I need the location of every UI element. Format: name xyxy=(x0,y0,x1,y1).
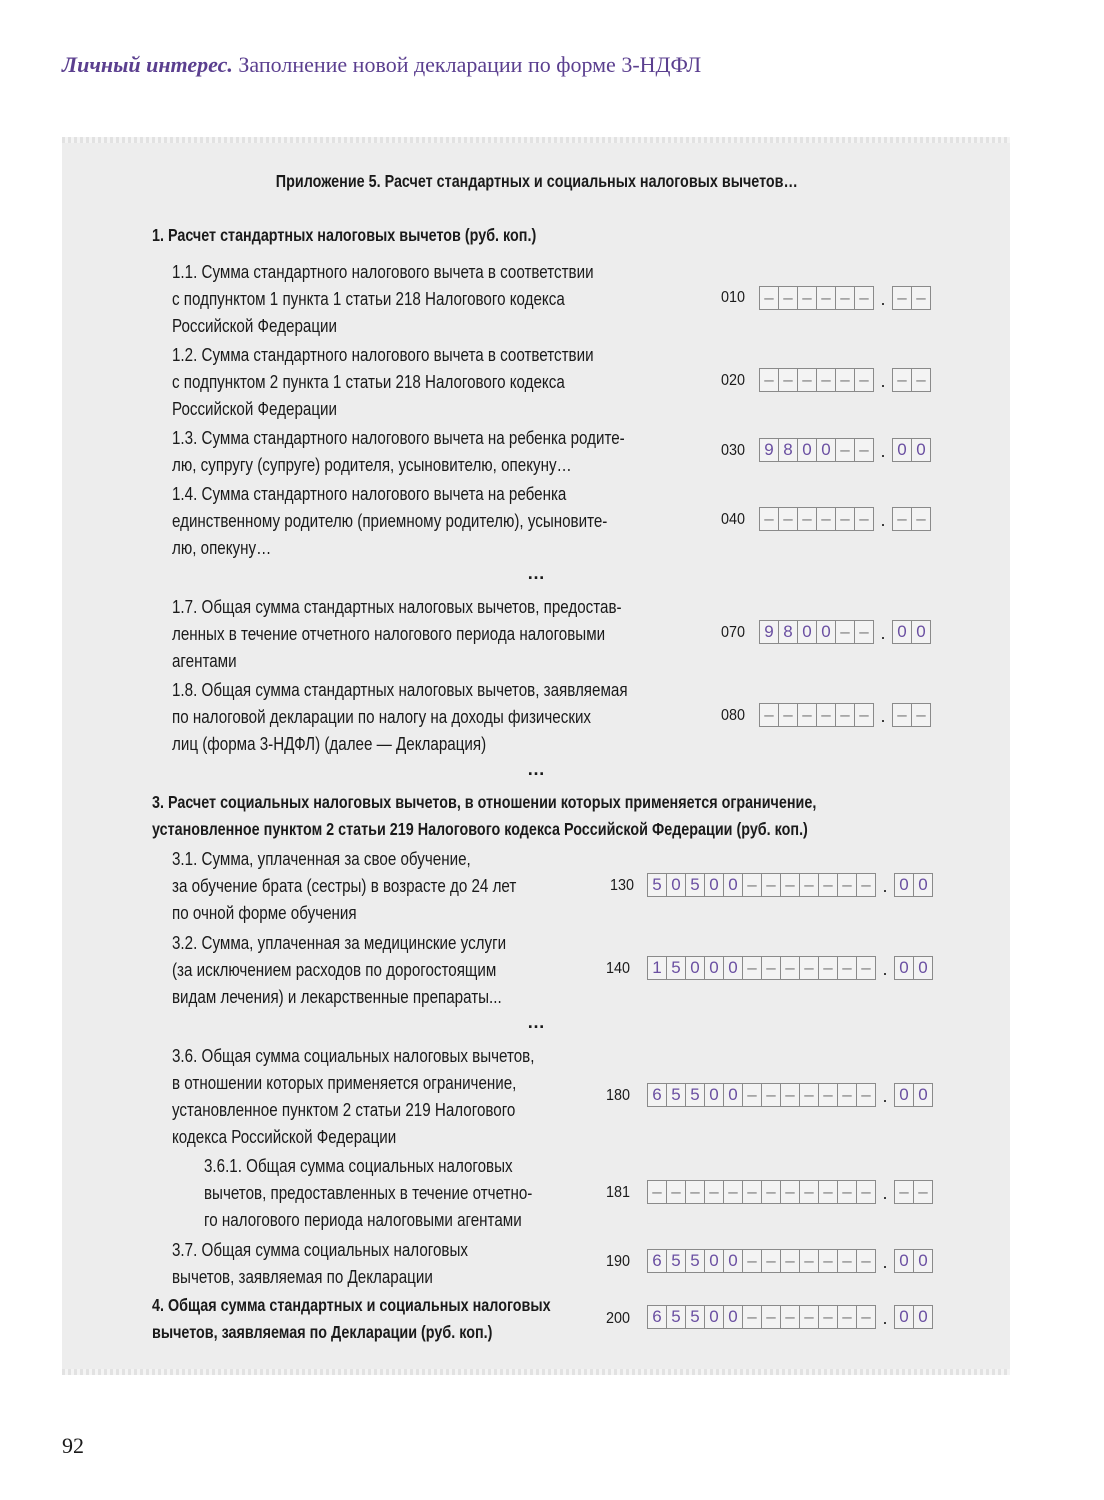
row-200-label xyxy=(152,1292,551,1346)
row-180-line-2: в отношении которых применяется ограничение, xyxy=(172,1072,517,1093)
row-180-rub-cell: – xyxy=(861,1085,871,1104)
row-190-rub-cell: 0 xyxy=(724,1250,743,1272)
row-130-kop-cell: 0 xyxy=(895,874,914,896)
row-070-kop-cell: 0 xyxy=(893,621,912,643)
row-080-kop-cell: – xyxy=(893,704,912,726)
row-040-kop-cell: – xyxy=(916,509,926,528)
row-080-line-3: лиц (форма 3-НДФЛ) (далее — Декларация) xyxy=(172,733,487,754)
row-080-line-2: по налоговой декларации по налогу на доходы физических xyxy=(172,706,592,727)
row-180-rub-cell: – xyxy=(800,1084,819,1106)
row-040-rub-cell: – xyxy=(760,508,779,530)
row-130-rub-cell: – xyxy=(743,874,762,896)
row-190-rub-cell: – xyxy=(819,1250,838,1272)
row-080-rub-cell: – xyxy=(798,704,817,726)
row-020-rub-cell: – xyxy=(836,369,855,391)
row-180-amount-field[interactable] xyxy=(647,1083,933,1107)
row-070-kop-cells xyxy=(892,620,931,644)
row-181-amount-field[interactable] xyxy=(647,1180,933,1204)
row-080-code: 080 xyxy=(721,707,746,724)
row-181-code: 181 xyxy=(606,1184,631,1201)
row-200-kop-cells xyxy=(894,1305,933,1329)
row-070-kop-cell: 0 xyxy=(916,622,926,641)
row-200-rub-cell: – xyxy=(861,1307,871,1326)
row-030-rub-cell: – xyxy=(859,440,869,459)
row-140-line-2: (за исключением расходов по дорогостоящим xyxy=(172,959,497,980)
row-181-rub-cell: – xyxy=(667,1181,686,1203)
row-020-rub-cell: – xyxy=(779,369,798,391)
row-190-rub-cells xyxy=(647,1249,876,1273)
row-181-rub-cell: – xyxy=(781,1181,800,1203)
row-180-rub-cell: 0 xyxy=(724,1084,743,1106)
row-080-rub-cell: – xyxy=(817,704,836,726)
row-180-kop-cell: 0 xyxy=(895,1084,914,1106)
row-070-line-3: агентами xyxy=(172,650,237,671)
ellipsis-1: … xyxy=(527,563,546,583)
row-140-rub-cell: – xyxy=(800,957,819,979)
row-070-rub-cell: 8 xyxy=(779,621,798,643)
row-181-kop-cell: – xyxy=(918,1182,928,1201)
row-190-rub-cell: 0 xyxy=(705,1250,724,1272)
row-130-rub-cell: 5 xyxy=(686,874,705,896)
row-010-decimal-separator: . xyxy=(880,289,886,309)
row-030-label xyxy=(172,424,625,478)
row-140-rub-cells xyxy=(647,956,876,980)
row-190-amount-field[interactable] xyxy=(647,1249,933,1273)
row-190-rub-cell: – xyxy=(743,1250,762,1272)
row-040-line-2: единственному родителю (приемному родителю), усыновите- xyxy=(172,510,608,531)
row-181-rub-cell: – xyxy=(743,1181,762,1203)
row-020-decimal-separator: . xyxy=(880,371,886,391)
row-020-rub-cells xyxy=(759,368,874,392)
row-181-line-3: го налогового периода налоговыми агентами xyxy=(204,1209,522,1230)
row-200-decimal-separator: . xyxy=(882,1308,888,1328)
row-030-decimal-separator: . xyxy=(880,441,886,461)
row-130-rub-cells xyxy=(647,873,876,897)
row-130-rub-cell: – xyxy=(781,874,800,896)
row-180-rub-cell: 0 xyxy=(705,1084,724,1106)
row-040-rub-cell: – xyxy=(798,508,817,530)
row-200-rub-cell: – xyxy=(838,1306,857,1328)
row-200-amount-field[interactable] xyxy=(647,1305,933,1329)
row-200-rub-cell: – xyxy=(743,1306,762,1328)
row-181-rub-cell: – xyxy=(686,1181,705,1203)
ellipsis-3: … xyxy=(527,1012,546,1032)
row-190-rub-cell: – xyxy=(762,1250,781,1272)
header-subtitle: Заполнение новой декларации по форме 3-НДФЛ xyxy=(238,52,702,77)
row-130-rub-cell: – xyxy=(819,874,838,896)
row-181-rub-cell: – xyxy=(705,1181,724,1203)
row-140-code: 140 xyxy=(606,960,631,977)
row-020-rub-cell: – xyxy=(760,369,779,391)
row-130-decimal-separator: . xyxy=(882,876,888,896)
row-190-label xyxy=(172,1236,468,1290)
row-010-label xyxy=(172,258,594,339)
row-130-line-1: 3.1. Сумма, уплаченная за свое обучение, xyxy=(172,848,471,869)
row-130-kop-cell: 0 xyxy=(918,875,928,894)
row-190-kop-cells xyxy=(894,1249,933,1273)
section-1-title: 1. Расчет стандартных налоговых вычетов (руб. коп.) xyxy=(152,225,537,245)
row-040-label xyxy=(172,480,607,561)
row-181-kop-cells xyxy=(894,1180,933,1204)
row-130-rub-cell: 0 xyxy=(667,874,686,896)
row-200-rub-cell: 5 xyxy=(667,1306,686,1328)
row-040-kop-cell: – xyxy=(893,508,912,530)
row-190-kop-cell: 0 xyxy=(895,1250,914,1272)
row-140-rub-cell: – xyxy=(743,957,762,979)
row-200-rub-cell: – xyxy=(781,1306,800,1328)
row-040-line-1: 1.4. Сумма стандартного налогового вычета на ребенка xyxy=(172,483,567,504)
row-181-rub-cell: – xyxy=(819,1181,838,1203)
row-200-rub-cell: 0 xyxy=(705,1306,724,1328)
row-070-label xyxy=(172,593,622,674)
row-180-kop-cell: 0 xyxy=(918,1085,928,1104)
row-040-kop-cells xyxy=(892,507,931,531)
row-181-rub-cell: – xyxy=(861,1182,871,1201)
row-140-line-1: 3.2. Сумма, уплаченная за медицинские услуги xyxy=(172,932,507,953)
row-181-rub-cell: – xyxy=(762,1181,781,1203)
row-181-rub-cell: – xyxy=(800,1181,819,1203)
row-180-decimal-separator: . xyxy=(882,1086,888,1106)
row-040-line-3: лю, опекуну… xyxy=(172,537,272,558)
row-200-kop-cell: 0 xyxy=(895,1306,914,1328)
row-140-label xyxy=(172,929,506,1010)
row-190-kop-cell: 0 xyxy=(918,1251,928,1270)
row-190-rub-cell: 5 xyxy=(686,1250,705,1272)
row-200-rub-cell: 6 xyxy=(648,1306,667,1328)
row-140-kop-cell: 0 xyxy=(895,957,914,979)
row-140-amount-field[interactable] xyxy=(647,956,933,980)
row-190-decimal-separator: . xyxy=(882,1252,888,1272)
page-number: 92 xyxy=(62,1433,84,1458)
row-040-rub-cell: – xyxy=(836,508,855,530)
row-181-rub-cell: – xyxy=(648,1181,667,1203)
row-070-rub-cell: – xyxy=(859,622,869,641)
row-200-line-2: вычетов, заявляемая по Декларации (руб. коп.) xyxy=(152,1322,493,1342)
row-200-line-1: 4. Общая сумма стандартных и социальных налоговых xyxy=(152,1295,551,1315)
row-140-rub-cell: 0 xyxy=(686,957,705,979)
row-181-rub-cell: – xyxy=(724,1181,743,1203)
row-181-rub-cell: – xyxy=(838,1181,857,1203)
row-140-rub-cell: – xyxy=(838,957,857,979)
row-180-rub-cells xyxy=(647,1083,876,1107)
row-010-code: 010 xyxy=(721,289,746,306)
row-180-rub-cell: – xyxy=(781,1084,800,1106)
row-140-decimal-separator: . xyxy=(882,959,888,979)
row-070-amount-field[interactable] xyxy=(759,620,931,644)
row-140-rub-cell: – xyxy=(819,957,838,979)
row-180-line-1: 3.6. Общая сумма социальных налоговых вычетов, xyxy=(172,1045,535,1066)
row-010-rub-cell: – xyxy=(798,287,817,309)
row-040-decimal-separator: . xyxy=(880,510,886,530)
row-190-code: 190 xyxy=(606,1253,631,1270)
row-010-line-1: 1.1. Сумма стандартного налогового вычета в соответствии xyxy=(172,261,594,282)
row-130-rub-cell: – xyxy=(838,874,857,896)
row-010-rub-cells xyxy=(759,286,874,310)
row-030-line-2: лю, супругу (супруге) родителя, усыновителю, опекуну… xyxy=(172,454,572,475)
row-200-code: 200 xyxy=(606,1310,631,1327)
row-010-line-3: Российской Федерации xyxy=(172,315,337,336)
row-080-kop-cell: – xyxy=(916,705,926,724)
row-010-kop-cell: – xyxy=(916,288,926,307)
row-190-rub-cell: 5 xyxy=(667,1250,686,1272)
row-030-kop-cell: 0 xyxy=(893,439,912,461)
row-140-rub-cell: 0 xyxy=(705,957,724,979)
row-180-line-4: кодекса Российской Федерации xyxy=(172,1126,397,1147)
row-200-rub-cell: – xyxy=(819,1306,838,1328)
form-title: Приложение 5. Расчет стандартных и социальных налоговых вычетов… xyxy=(275,171,798,191)
row-190-rub-cell: – xyxy=(781,1250,800,1272)
row-010-rub-cell: – xyxy=(760,287,779,309)
row-010-rub-cell: – xyxy=(779,287,798,309)
row-040-rub-cell: – xyxy=(779,508,798,530)
row-040-rub-cell: – xyxy=(817,508,836,530)
row-130-amount-field[interactable] xyxy=(647,873,933,897)
row-140-kop-cell: 0 xyxy=(918,958,928,977)
row-140-rub-cell: 0 xyxy=(724,957,743,979)
row-010-kop-cell: – xyxy=(893,287,912,309)
row-180-line-3: установленное пунктом 2 статьи 219 Налогового xyxy=(172,1099,516,1120)
row-080-label xyxy=(172,676,628,757)
row-010-rub-cell: – xyxy=(859,288,869,307)
section-3-title-line-1: 3. Расчет социальных налоговых вычетов, в отношении которых применяется ограничение, xyxy=(152,792,817,812)
row-180-rub-cell: – xyxy=(762,1084,781,1106)
row-190-line-1: 3.7. Общая сумма социальных налоговых xyxy=(172,1239,468,1260)
running-header xyxy=(62,52,701,78)
row-130-kop-cells xyxy=(894,873,933,897)
row-020-amount-field[interactable] xyxy=(759,368,931,392)
row-080-line-1: 1.8. Общая сумма стандартных налоговых вычетов, заявляемая xyxy=(172,679,628,700)
header-bold-title: Личный интерес. xyxy=(62,52,233,77)
row-180-rub-cell: 5 xyxy=(686,1084,705,1106)
row-130-rub-cell: 0 xyxy=(724,874,743,896)
row-010-amount-field[interactable] xyxy=(759,286,931,310)
row-181-rub-cells xyxy=(647,1180,876,1204)
row-070-rub-cells xyxy=(759,620,874,644)
row-010-rub-cell: – xyxy=(817,287,836,309)
row-190-rub-cell: – xyxy=(838,1250,857,1272)
row-030-rub-cell: 8 xyxy=(779,439,798,461)
row-130-line-2: за обучение брата (сестры) в возрасте до 24 лет xyxy=(172,875,517,896)
row-180-rub-cell: – xyxy=(819,1084,838,1106)
row-140-rub-cell: – xyxy=(762,957,781,979)
row-030-rub-cell: – xyxy=(836,439,855,461)
row-181-decimal-separator: . xyxy=(882,1183,888,1203)
row-010-rub-cell: – xyxy=(836,287,855,309)
row-020-kop-cell: – xyxy=(893,369,912,391)
row-070-rub-cell: 9 xyxy=(760,621,779,643)
row-040-rub-cells xyxy=(759,507,874,531)
row-080-rub-cell: – xyxy=(859,705,869,724)
row-020-rub-cell: – xyxy=(859,370,869,389)
row-070-code: 070 xyxy=(721,624,746,641)
row-080-decimal-separator: . xyxy=(880,706,886,726)
row-140-kop-cells xyxy=(894,956,933,980)
row-181-label xyxy=(204,1152,532,1233)
row-080-rub-cell: – xyxy=(836,704,855,726)
row-020-kop-cell: – xyxy=(916,370,926,389)
row-070-rub-cell: – xyxy=(836,621,855,643)
row-130-rub-cell: – xyxy=(762,874,781,896)
row-030-rub-cell: 9 xyxy=(760,439,779,461)
row-130-rub-cell: – xyxy=(800,874,819,896)
row-200-rub-cell: – xyxy=(800,1306,819,1328)
row-020-rub-cell: – xyxy=(798,369,817,391)
ellipsis-2: … xyxy=(527,759,546,779)
row-200-kop-cell: 0 xyxy=(918,1307,928,1326)
row-190-line-2: вычетов, заявляемая по Декларации xyxy=(172,1266,433,1287)
row-180-label xyxy=(172,1042,534,1150)
section-3-title xyxy=(152,789,816,843)
row-020-line-2: с подпунктом 2 пункта 1 статьи 218 Налогового кодекса xyxy=(172,371,565,392)
row-130-code: 130 xyxy=(610,877,635,894)
row-180-code: 180 xyxy=(606,1087,631,1104)
row-140-rub-cell: 1 xyxy=(648,957,667,979)
row-070-line-1: 1.7. Общая сумма стандартных налоговых вычетов, предостав- xyxy=(172,596,622,617)
row-130-line-3: по очной форме обучения xyxy=(172,902,357,923)
row-040-rub-cell: – xyxy=(859,509,869,528)
row-200-rub-cell: 5 xyxy=(686,1306,705,1328)
row-080-kop-cells xyxy=(892,703,931,727)
row-040-code: 040 xyxy=(721,511,746,528)
row-140-rub-cell: 5 xyxy=(667,957,686,979)
row-030-rub-cell: 0 xyxy=(798,439,817,461)
row-130-rub-cell: – xyxy=(861,875,871,894)
row-070-rub-cell: 0 xyxy=(817,621,836,643)
row-070-rub-cell: 0 xyxy=(798,621,817,643)
row-010-line-2: с подпунктом 1 пункта 1 статьи 218 Налогового кодекса xyxy=(172,288,565,309)
row-190-rub-cell: – xyxy=(861,1251,871,1270)
row-130-label xyxy=(172,845,516,926)
row-070-decimal-separator: . xyxy=(880,623,886,643)
row-180-kop-cells xyxy=(894,1083,933,1107)
row-190-rub-cell: – xyxy=(800,1250,819,1272)
row-030-rub-cell: 0 xyxy=(817,439,836,461)
row-030-rub-cells xyxy=(759,438,874,462)
row-140-rub-cell: – xyxy=(781,957,800,979)
row-080-rub-cells xyxy=(759,703,874,727)
row-020-line-3: Российской Федерации xyxy=(172,398,337,419)
row-030-code: 030 xyxy=(721,442,746,459)
row-030-line-1: 1.3. Сумма стандартного налогового вычета на ребенка родите- xyxy=(172,427,625,448)
row-180-rub-cell: – xyxy=(743,1084,762,1106)
row-140-line-3: видам лечения) и лекарственные препараты... xyxy=(172,986,502,1007)
row-200-rub-cell: – xyxy=(762,1306,781,1328)
row-180-rub-cell: 5 xyxy=(667,1084,686,1106)
row-181-line-2: вычетов, предоставленных в течение отчетно- xyxy=(204,1182,533,1203)
row-180-rub-cell: 6 xyxy=(648,1084,667,1106)
row-200-rub-cells xyxy=(647,1305,876,1329)
row-030-kop-cell: 0 xyxy=(916,440,926,459)
row-080-amount-field[interactable] xyxy=(759,703,931,727)
row-080-rub-cell: – xyxy=(760,704,779,726)
row-030-amount-field[interactable] xyxy=(759,438,931,462)
row-030-kop-cells xyxy=(892,438,931,462)
row-070-line-2: ленных в течение отчетного налогового периода налоговыми xyxy=(172,623,606,644)
row-130-rub-cell: 5 xyxy=(648,874,667,896)
row-180-rub-cell: – xyxy=(838,1084,857,1106)
row-020-kop-cells xyxy=(892,368,931,392)
row-040-amount-field[interactable] xyxy=(759,507,931,531)
section-3-title-line-2: установленное пунктом 2 статьи 219 Налогового кодекса Российской Федерации (руб. коп.) xyxy=(152,819,808,839)
row-200-rub-cell: 0 xyxy=(724,1306,743,1328)
row-190-rub-cell: 6 xyxy=(648,1250,667,1272)
row-181-line-1: 3.6.1. Общая сумма социальных налоговых xyxy=(204,1155,513,1176)
row-181-kop-cell: – xyxy=(895,1181,914,1203)
row-010-kop-cells xyxy=(892,286,931,310)
row-140-rub-cell: – xyxy=(861,958,871,977)
row-020-code: 020 xyxy=(721,372,746,389)
row-020-label xyxy=(172,341,594,422)
row-020-rub-cell: – xyxy=(817,369,836,391)
row-020-line-1: 1.2. Сумма стандартного налогового вычета в соответствии xyxy=(172,344,594,365)
row-080-rub-cell: – xyxy=(779,704,798,726)
row-130-rub-cell: 0 xyxy=(705,874,724,896)
